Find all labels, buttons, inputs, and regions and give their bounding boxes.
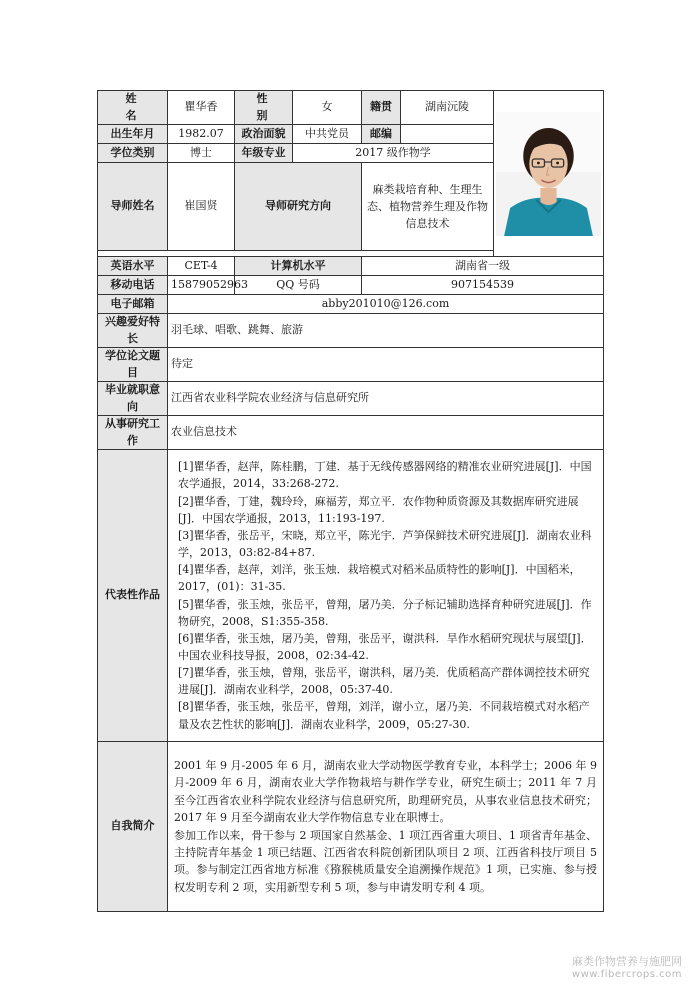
portrait-image	[496, 112, 601, 236]
intro-paragraph: 参加工作以来，骨干参与 2 项国家自然基金、1 项江西省重大项目、1 项省青年基金、主持院青年基金 1 项已结题、江西省农科院创新团队项目 2 项、江西省科技厅项目 5 项。参与制定江西省地方标准《猕猴桃质量安全追溯操作规范》1 项，已实施、参与授权发明专利 2 项，实用新型专利 5 项，参与申请发明专利 4 项。	[174, 828, 597, 894]
intro-paragraph: 2001 年 9 月-2005 年 6 月，湖南农业大学动物医学教育专业，本科学士；2006 年 9 月-2009 年 6 月，湖南农业大学作物栽培与耕作学专业，研究生硕士；2011 年 7 月至今江西省农业科学院农业经济与信息研究所，助理研究员，从事农业信息技术研究；2017 年 9 月至今湖南农业大学作物信息专业在职博士。	[174, 759, 597, 825]
english-label: 英语水平	[98, 257, 168, 276]
supervisor-area-value: 麻类栽培育种、生理生态、植物营养生理及作物信息技术	[362, 163, 494, 251]
research-work-label: 从事研究工作	[98, 416, 168, 450]
english-value: CET-4	[168, 257, 235, 276]
computer-value: 湖南省一级	[362, 257, 604, 276]
grade-major-label: 年级专业	[235, 144, 293, 163]
employment-value: 江西省农业科学院农业经济与信息研究所	[168, 382, 604, 416]
work-item: [2]瞿华香，丁建，魏玲玲，麻福芳，郑立平．农作物种质资源及其数据库研究进展[J]．中国农学通报，2013，11:193-197.	[178, 494, 579, 525]
thesis-value: 待定	[168, 348, 604, 382]
degree-type-label: 学位类别	[98, 144, 168, 163]
qq-label: QQ 号码	[235, 276, 362, 295]
work-item: [1]瞿华香，赵萍，陈桂鹏，丁建．基于无线传感器网络的精准农业研究进展[J]．中国农学通报，2014，33:268-272.	[178, 460, 592, 491]
work-item: [8]瞿华香，张玉烛，张岳平，曾翔，刘洋，谢小立，屠乃美．不同栽培模式对水稻产量及农艺性状的影响[J]．湖南农业科学，2009，05:27-30.	[178, 700, 590, 731]
supervisor-value: 崔国贤	[168, 163, 235, 251]
watermark	[572, 955, 682, 981]
birth-value: 1982.07	[168, 125, 235, 144]
name-value: 瞿华香	[168, 91, 235, 125]
origin-label: 籍贯	[362, 91, 401, 125]
postcode-label: 邮编	[362, 125, 401, 144]
work-item: [5]瞿华香，张玉烛，张岳平，曾翔，屠乃美．分子标记辅助选择育种研究进展[J]．作物研究，2008，S1:355-358.	[178, 597, 592, 628]
hobbies-label: 兴趣爱好特长	[98, 314, 168, 348]
degree-type-value: 博士	[168, 144, 235, 163]
name-label: 姓 名	[98, 91, 168, 125]
mobile-label: 移动电话	[98, 276, 168, 295]
intro-text	[168, 742, 604, 912]
intro-label: 自我简介	[98, 742, 168, 912]
political-label: 政治面貌	[235, 125, 293, 144]
employment-label: 毕业就职意向	[98, 382, 168, 416]
qq-value: 907154539	[362, 276, 604, 295]
hobbies-value: 羽毛球、唱歌、跳舞、旅游	[168, 314, 604, 348]
watermark-url: www.fibercrops.com	[571, 968, 682, 980]
postcode-value	[401, 125, 494, 144]
work-item: [6]瞿华香，张玉烛，屠乃美，曾翔，张岳平，谢洪科．旱作水稻研究现状与展望[J]．中国农业科技导报，2008，02:34-42.	[178, 631, 592, 662]
research-work-value: 农业信息技术	[168, 416, 604, 450]
gender-value: 女	[293, 91, 362, 125]
supervisor-label: 导师姓名	[98, 163, 168, 251]
political-value: 中共党员	[293, 125, 362, 144]
email-label: 电子邮箱	[98, 295, 168, 314]
origin-value: 湖南沅陵	[401, 91, 494, 125]
work-item: [7]瞿华香，张玉烛，曾翔，张岳平，谢洪科，屠乃美．优质稻高产群体调控技术研究进展[J]．湖南农业科学，2008，05:37-40.	[178, 666, 590, 697]
resume-table	[97, 90, 604, 912]
mobile-value: 15879052963	[168, 276, 235, 295]
work-item: [4]瞿华香，赵萍，刘洋，张玉烛．栽培模式对稻米品质特性的影响[J]．中国稻米，2017，(01)：31-35.	[178, 563, 581, 594]
work-item: [3]瞿华香，张岳平，宋晓，郑立平，陈光宇．芦笋保鲜技术研究进展[J]．湖南农业科学，2013，03:82-84+87.	[178, 528, 592, 560]
email-value: abby201010@126.com	[168, 295, 604, 314]
works-list	[168, 450, 604, 742]
photo-cell	[494, 91, 604, 257]
gender-label: 性 别	[235, 91, 293, 125]
grade-major-value: 2017 级作物学	[293, 144, 494, 163]
profile-photo	[496, 112, 601, 236]
thesis-label: 学位论文题目	[98, 348, 168, 382]
computer-label: 计算机水平	[235, 257, 362, 276]
supervisor-area-label: 导师研究方向	[235, 163, 362, 251]
works-label: 代表性作品	[98, 450, 168, 742]
watermark-title: 麻类作物营养与施肥网	[572, 955, 682, 968]
birth-label: 出生年月	[98, 125, 168, 144]
